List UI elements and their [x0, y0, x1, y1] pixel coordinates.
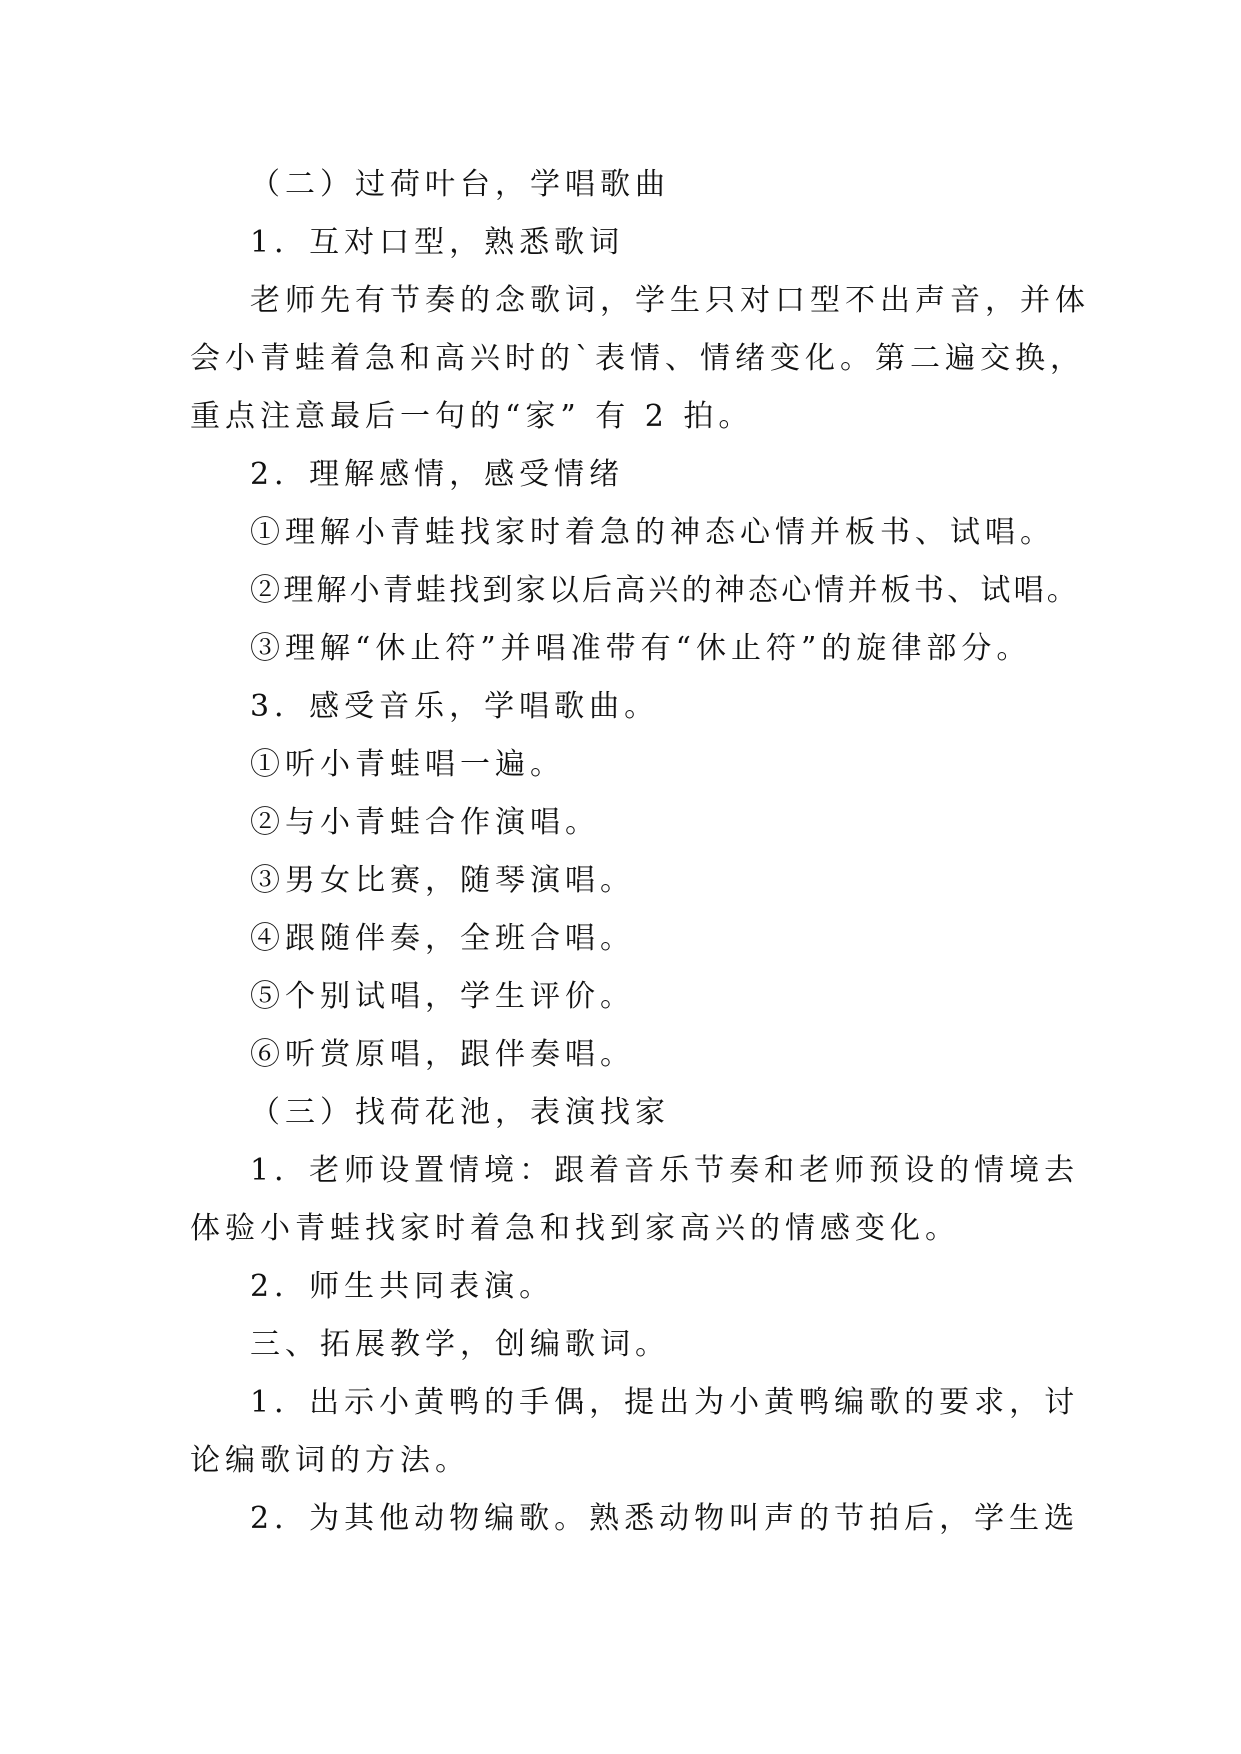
list-item: ③男女比赛，随琴演唱。 [250, 863, 635, 898]
subheading: 2．师生共同表演。 [250, 1269, 555, 1304]
paragraph-line: 论编歌词的方法。 [190, 1443, 470, 1478]
list-item: ④跟随伴奏，全班合唱。 [250, 921, 635, 956]
section-heading: 三、拓展教学，创编歌词。 [250, 1327, 670, 1362]
list-item: ①理解小青蛙找家时着急的神态心情并板书、试唱。 [250, 515, 1055, 550]
section-heading: （二）过荷叶台，学唱歌曲 [250, 167, 670, 202]
list-item: ③理解“休止符”并唱准带有“休止符”的旋律部分。 [250, 631, 1032, 666]
paragraph-line: 体验小青蛙找家时着急和找到家高兴的情感变化。 [190, 1211, 960, 1246]
list-item: ⑤个别试唱，学生评价。 [250, 979, 635, 1014]
document-body [190, 156, 1090, 1548]
paragraph-line: 1．老师设置情境：跟着音乐节奏和老师预设的情境去 [250, 1153, 1080, 1188]
section-heading: （三）找荷花池，表演找家 [250, 1095, 670, 1130]
paragraph-line: 会小青蛙着急和高兴时的`表情、情绪变化。第二遍交换， [190, 341, 1085, 376]
subheading: 2．理解感情，感受情绪 [250, 457, 625, 492]
paragraph-line: 2．为其他动物编歌。熟悉动物叫声的节拍后，学生选 [250, 1501, 1080, 1536]
list-item: ②与小青蛙合作演唱。 [250, 805, 600, 840]
paragraph-line: 重点注意最后一句的“家” 有 2 拍。 [190, 399, 754, 434]
paragraph-line: 1．出示小黄鸭的手偶，提出为小黄鸭编歌的要求，讨 [250, 1385, 1080, 1420]
subheading: 1．互对口型，熟悉歌词 [250, 225, 625, 260]
list-item: ②理解小青蛙找到家以后高兴的神态心情并板书、试唱。 [250, 573, 1080, 608]
paragraph-line: 老师先有节奏的念歌词，学生只对口型不出声音，并体 [250, 283, 1090, 318]
list-item: ①听小青蛙唱一遍。 [250, 747, 565, 782]
list-item: ⑥听赏原唱，跟伴奏唱。 [250, 1037, 635, 1072]
subheading: 3．感受音乐，学唱歌曲。 [250, 689, 660, 724]
